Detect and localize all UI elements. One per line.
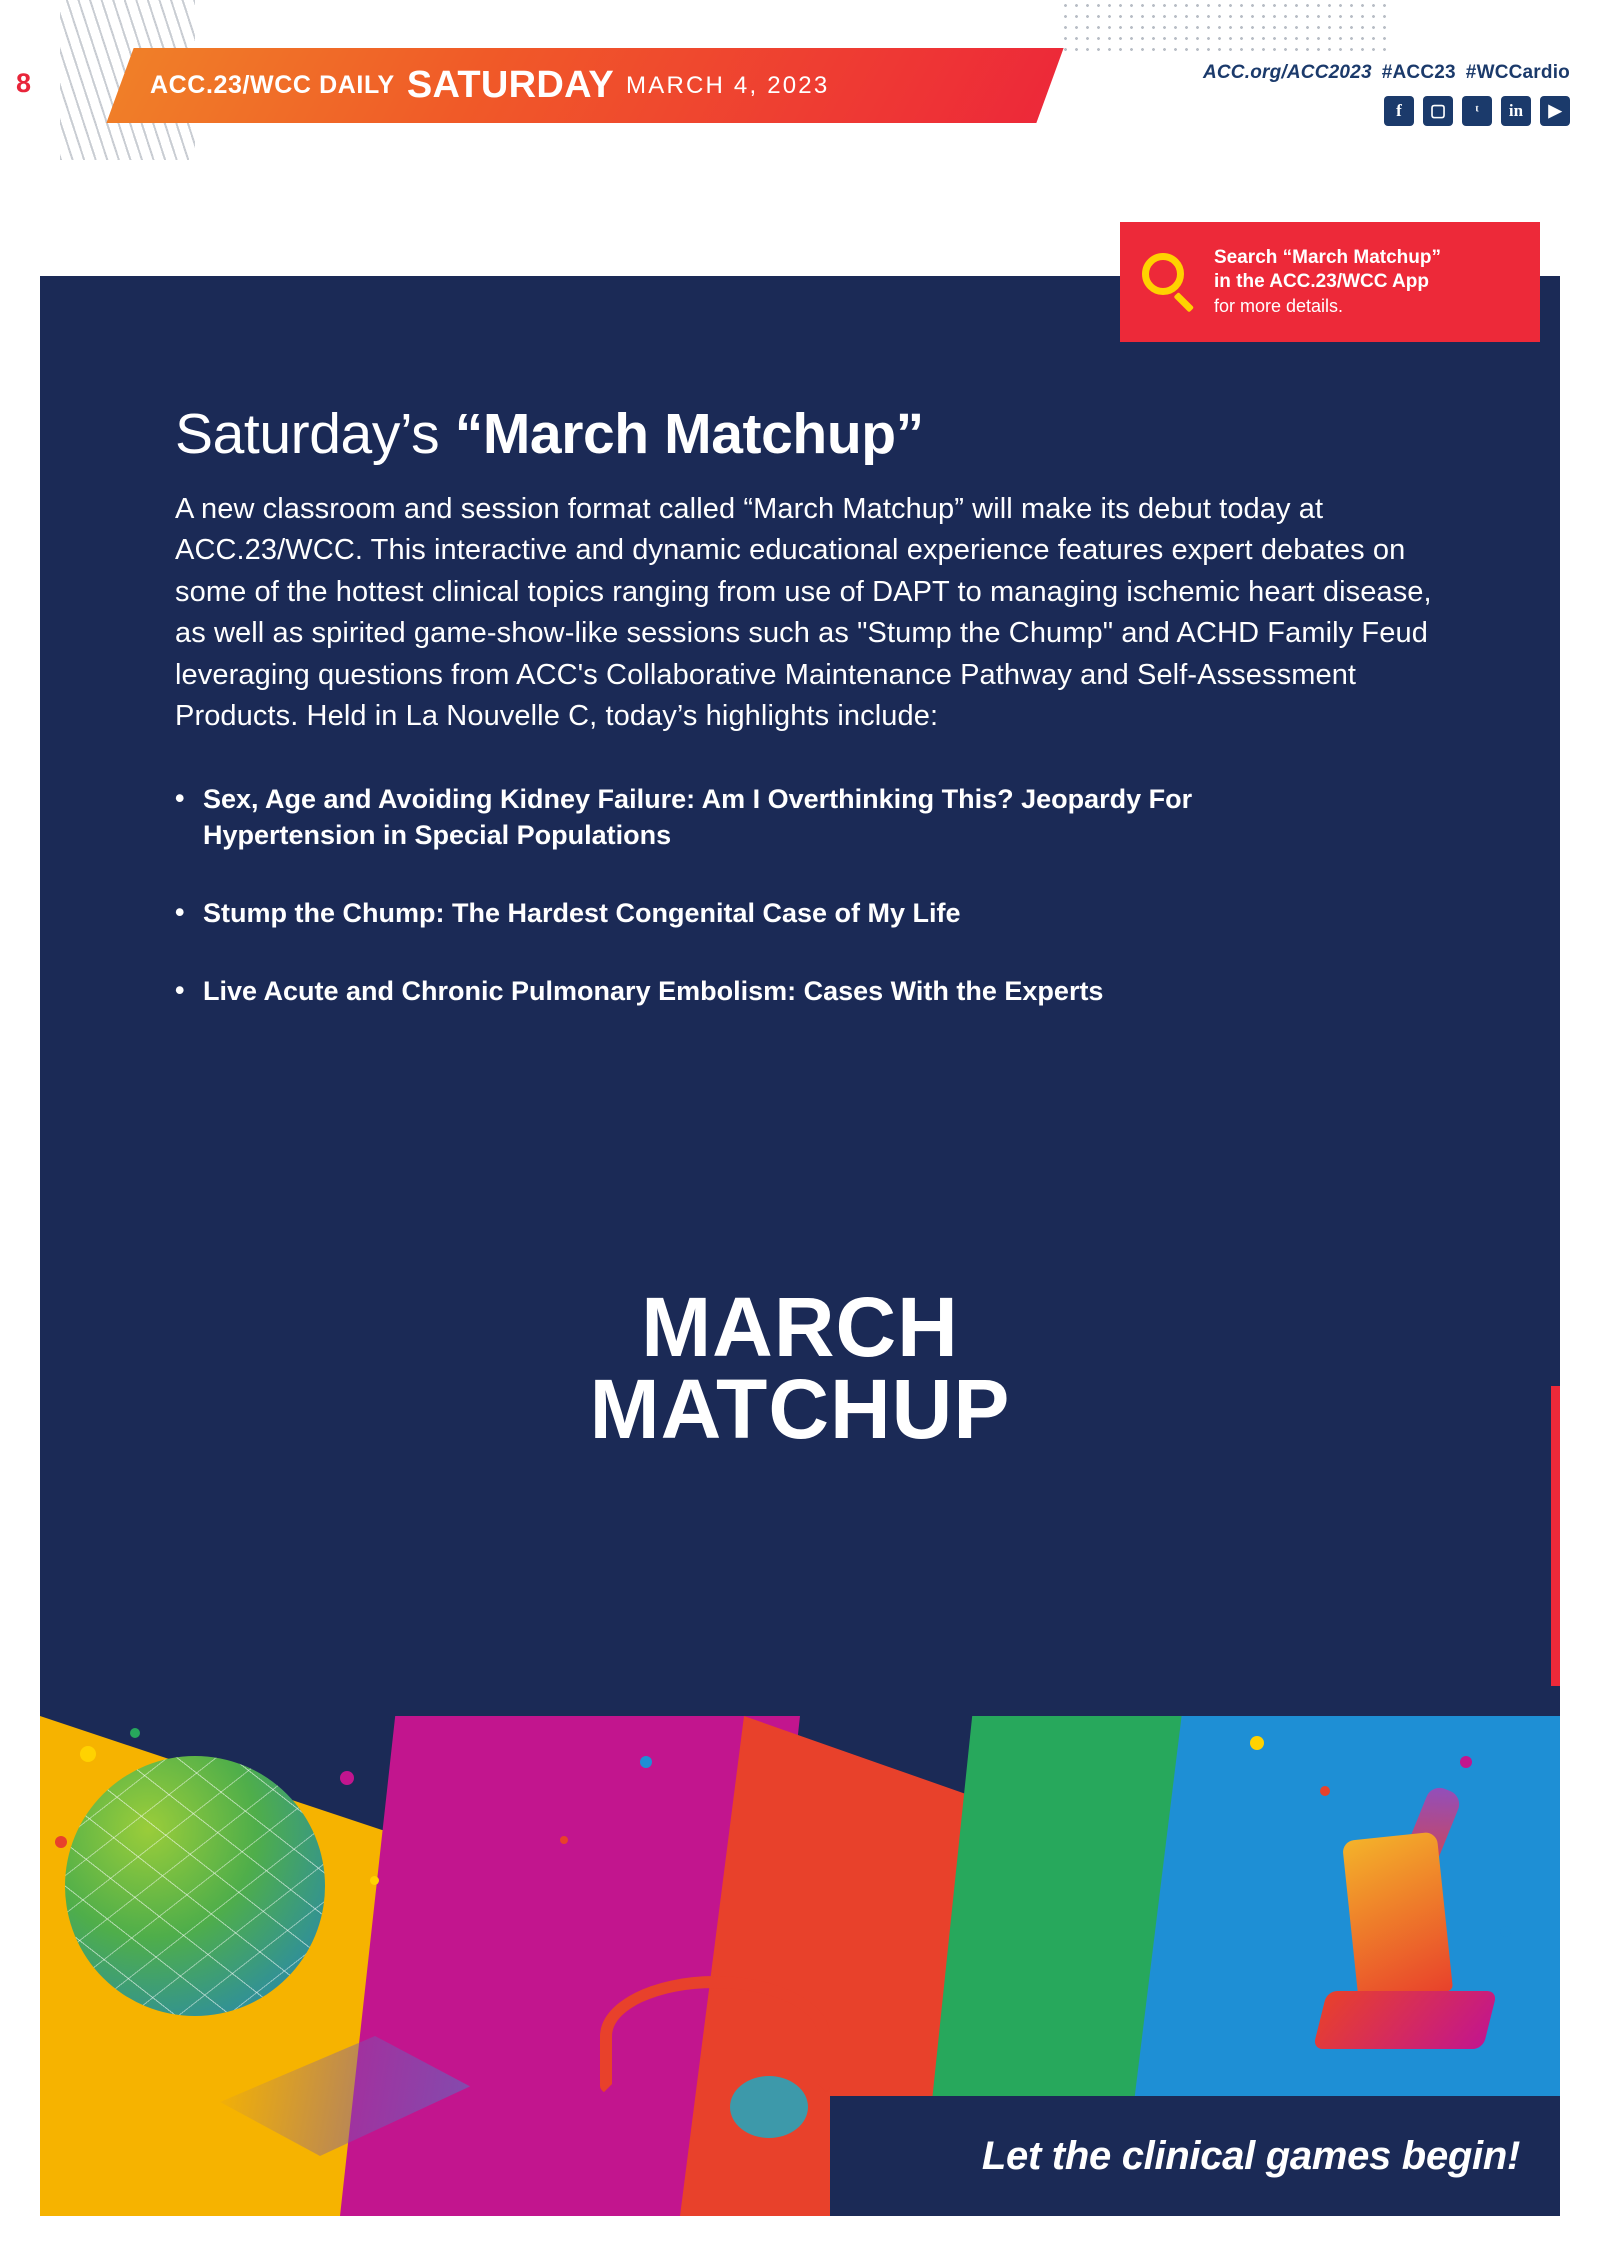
header-banner <box>150 48 1050 123</box>
instagram-icon[interactable]: ▢ <box>1423 96 1453 126</box>
list-item: • Sex, Age and Avoiding Kidney Failure: Am I Overthinking This? Jeopardy For Hypertension in Special Populations <box>175 782 1355 854</box>
microscope-illustration <box>1315 1776 1505 2076</box>
dot-grid-decoration <box>1060 0 1390 58</box>
banner-date: MARCH 4, 2023 <box>626 71 830 99</box>
page-header <box>0 0 1600 175</box>
article-content <box>175 401 1435 1051</box>
hashtag-acc23[interactable]: #ACC23 <box>1381 62 1456 83</box>
artwork-tagline-ribbon <box>830 2096 1560 2216</box>
banner-day: SATURDAY <box>406 64 615 106</box>
hashtag-wccardio[interactable]: #WCCardio <box>1465 62 1570 83</box>
website-link[interactable]: ACC.org/ACC2023 <box>1202 62 1372 83</box>
search-callout[interactable] <box>1120 222 1540 342</box>
artwork <box>40 1276 1560 2216</box>
search-callout-line3: for more details. <box>1214 295 1344 316</box>
red-edge-tab <box>1551 1386 1560 1686</box>
title-bold: “March Matchup” <box>454 402 924 466</box>
artwork-tagline: Let the clinical games begin! <box>981 2133 1520 2178</box>
search-icon <box>1138 251 1200 313</box>
page-title <box>175 401 1435 467</box>
search-callout-text <box>1214 246 1441 318</box>
list-item: • Stump the Chump: The Hardest Congenital Case of My Life <box>175 896 1355 932</box>
header-right <box>1090 62 1570 126</box>
title-plain: Saturday’s <box>175 402 455 466</box>
main-panel <box>40 276 1560 2216</box>
search-callout-line2: in the ACC.23/WCC App <box>1214 271 1429 293</box>
page-number: 8 <box>16 68 32 98</box>
list-item: • Live Acute and Chronic Pulmonary Embolism: Cases With the Experts <box>175 974 1355 1010</box>
highlights-list <box>175 782 1435 1010</box>
twitter-icon[interactable]: ᵗ <box>1462 96 1492 126</box>
globe-network-overlay <box>65 1756 325 2016</box>
article-lead: A new classroom and session format called “March Matchup” will make its debut today at ACC.23/WCC. This interactive and dynamic educational experience features expert debates on some of the hottest clinical topics ranging from use of DAPT to managing ischemic heart disease, as well as spirited game-show-like sessions such as "Stump the Chump" and ACHD Family Feud leveraging questions from ACC's Collaborative Maintenance Pathway and Self-Assessment Products. Held in La Nouvelle C, today’s highlights include: <box>175 493 1432 733</box>
artwork-title <box>40 1280 1560 1457</box>
header-links <box>1090 62 1570 84</box>
social-links <box>1090 96 1570 126</box>
artwork-title-line2: MATCHUP <box>589 1362 1011 1457</box>
search-callout-line1: Search “March Matchup” <box>1214 247 1441 269</box>
banner-publication-name: ACC.23/WCC DAILY <box>150 71 395 99</box>
facebook-icon[interactable]: f <box>1384 96 1414 126</box>
color-wedges <box>40 1716 1560 2216</box>
youtube-icon[interactable]: ▶ <box>1540 96 1570 126</box>
linkedin-icon[interactable]: in <box>1501 96 1531 126</box>
artwork-title-line1: MARCH <box>641 1280 959 1374</box>
